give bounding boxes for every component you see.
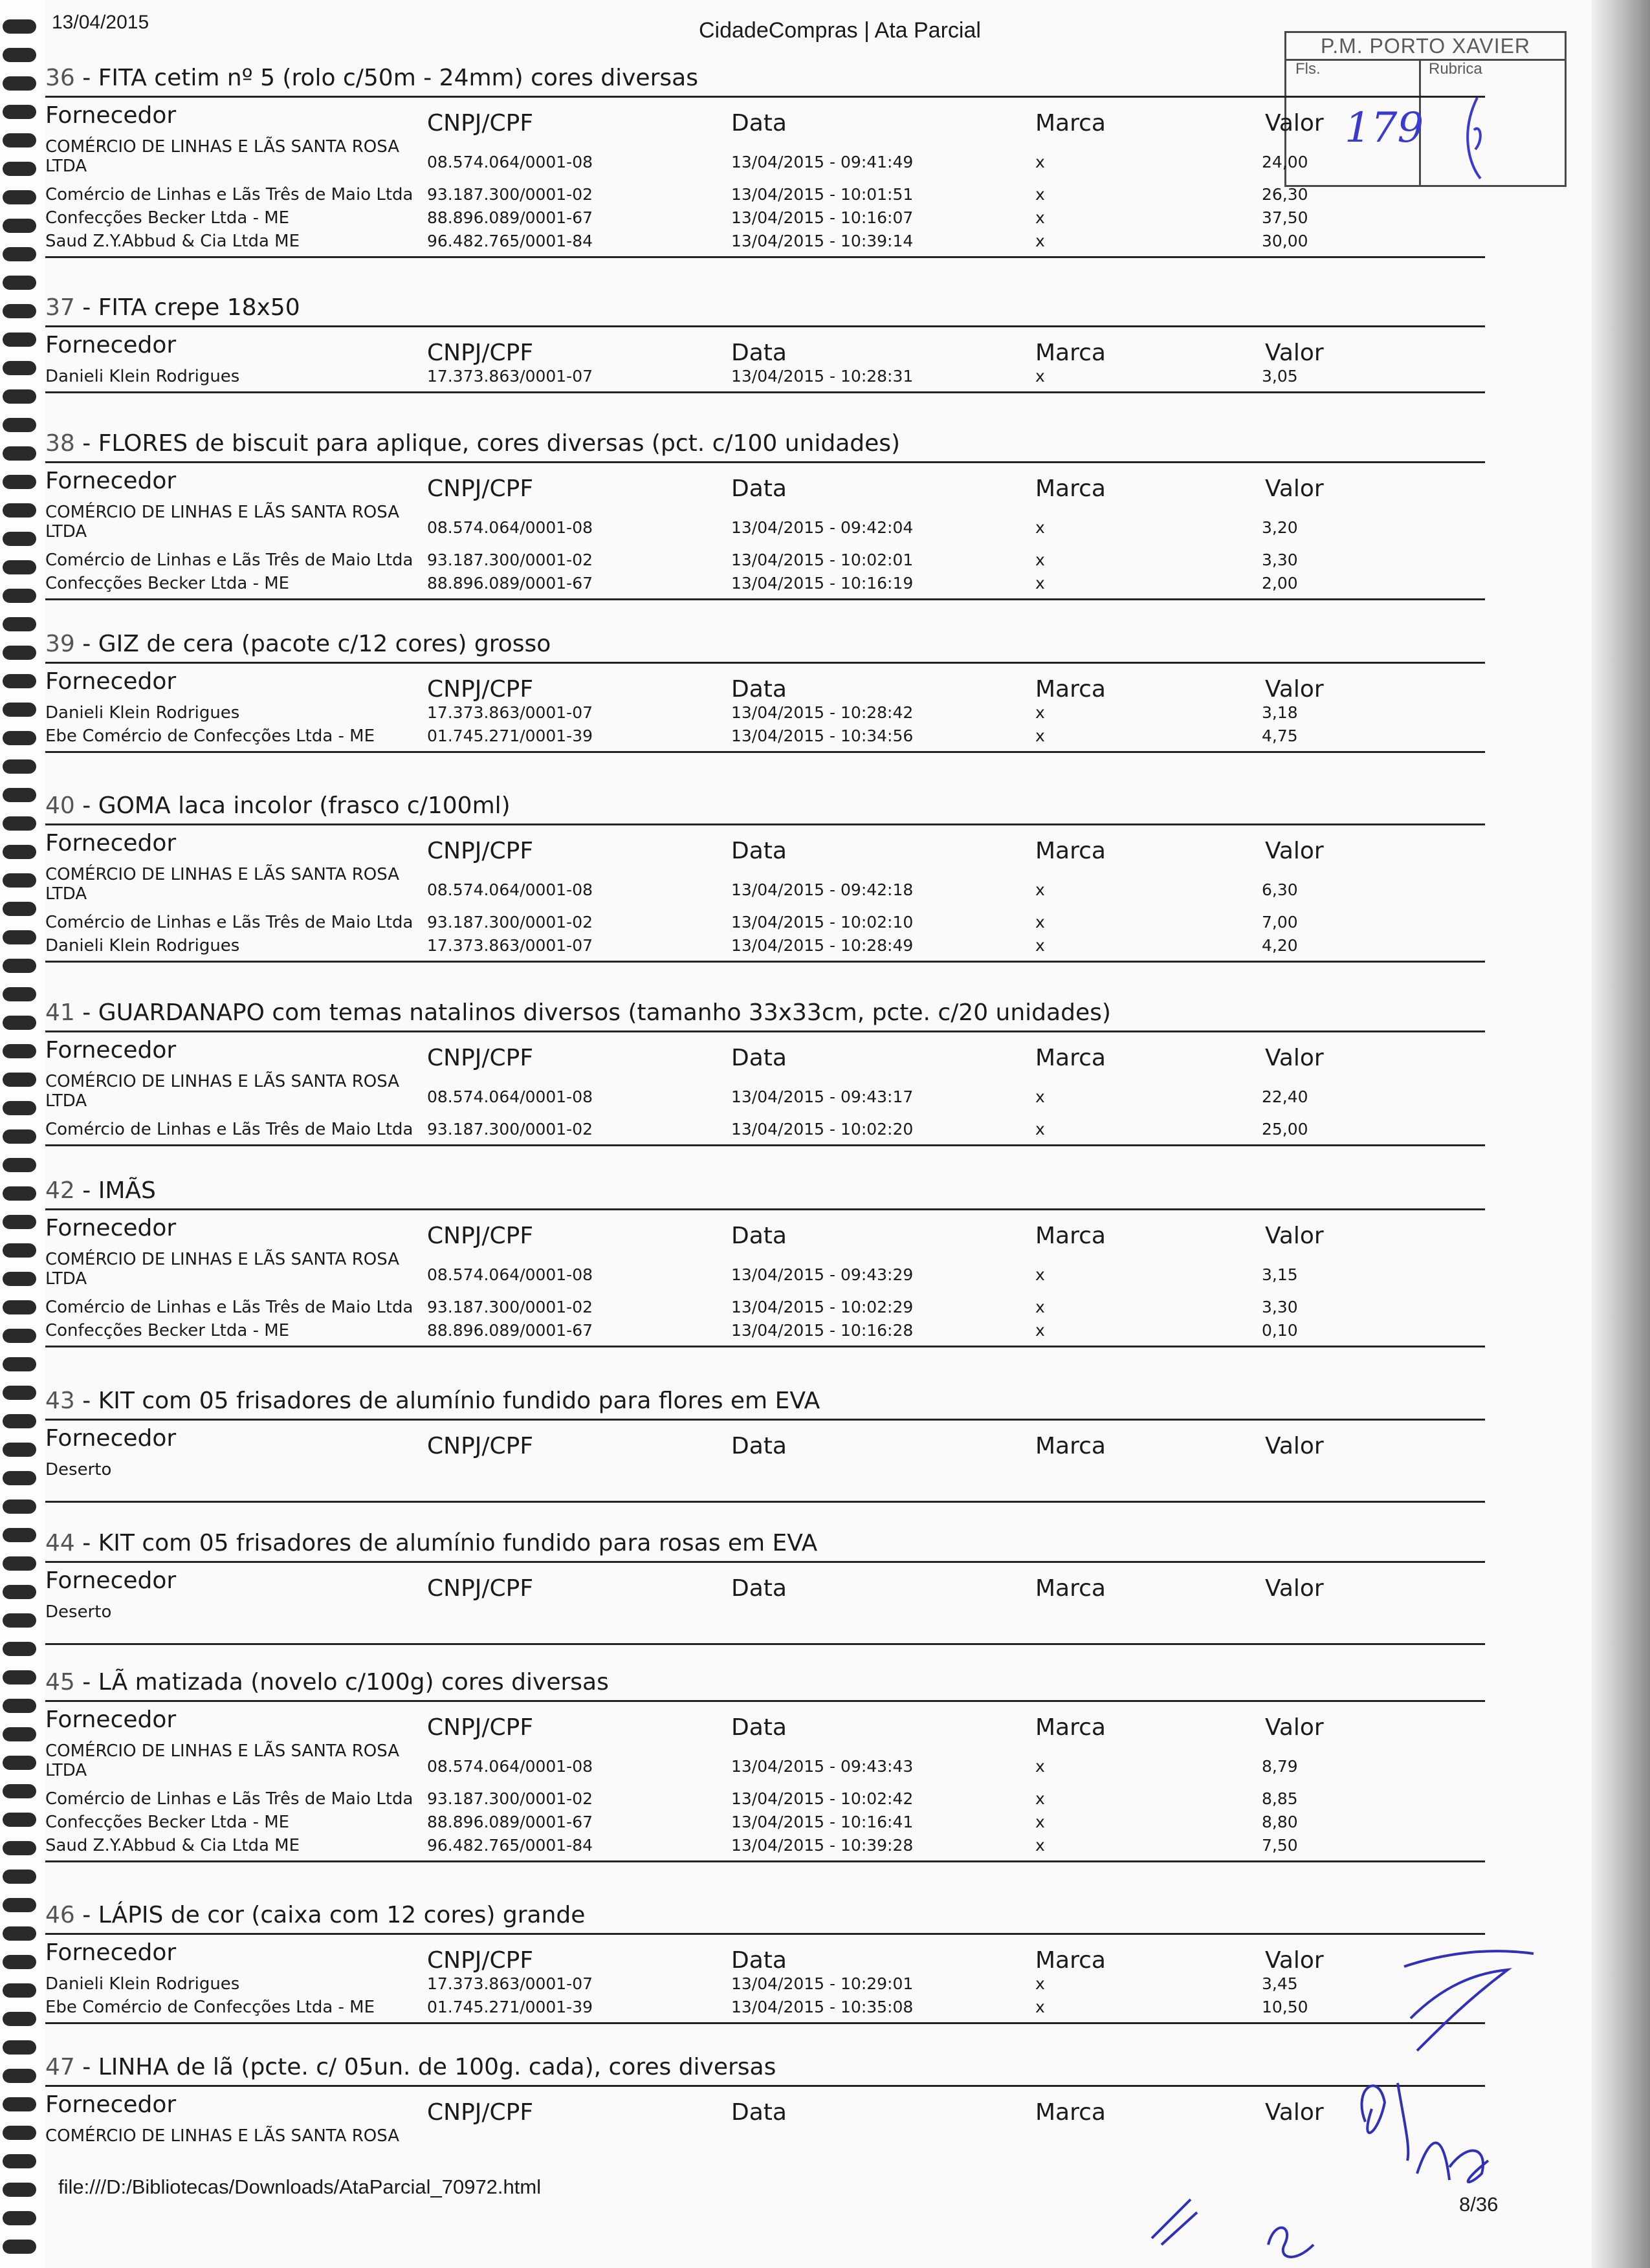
column-header-data: Data: [731, 2099, 787, 2126]
footer-file-path: file:///D:/Bibliotecas/Downloads/AtaParcial_70972.html: [58, 2175, 542, 2198]
row-fornecedor-line2: LTDA: [45, 157, 87, 176]
row-fornecedor: COMÉRCIO DE LINHAS E LÃS SANTA ROSA: [45, 1072, 399, 1091]
row-fornecedor: Comércio de Linhas e Lãs Três de Maio Ltda: [45, 1789, 413, 1809]
row-data: 13/04/2015 - 09:43:17: [731, 1087, 914, 1106]
row-marca: x: [1035, 367, 1045, 386]
row-data: 13/04/2015 - 10:02:42: [731, 1789, 914, 1808]
header-date: 13/04/2015: [52, 12, 149, 33]
item-number: 41: [45, 999, 75, 1026]
row-marca: x: [1035, 208, 1045, 227]
column-header-fornecedor: Fornecedor: [45, 468, 177, 494]
row-marca: x: [1035, 913, 1045, 932]
row-cnpj: 88.896.089/0001-67: [427, 1813, 593, 1831]
column-header-marca: Marca: [1035, 110, 1106, 136]
column-header-fornecedor: Fornecedor: [45, 1425, 177, 1452]
row-cnpj: 17.373.863/0001-07: [427, 1974, 593, 1993]
row-valor: 30,00: [1262, 232, 1308, 250]
row-fornecedor: COMÉRCIO DE LINHAS E LÃS SANTA ROSA: [45, 1741, 399, 1761]
row-data: 13/04/2015 - 10:29:01: [731, 1974, 914, 1993]
column-header-fornecedor: Fornecedor: [45, 332, 177, 358]
row-valor: 7,00: [1262, 913, 1298, 932]
row-valor: 6,30: [1262, 880, 1298, 899]
row-cnpj: 17.373.863/0001-07: [427, 703, 593, 722]
row-fornecedor-line2: LTDA: [45, 884, 87, 904]
row-cnpj: 93.187.300/0001-02: [427, 551, 593, 569]
column-header-marca: Marca: [1035, 475, 1106, 502]
item-name: FLORES de biscuit para aplique, cores diversas (pct. c/100 unidades): [98, 430, 901, 457]
column-header-cnpj: CNPJ/CPF: [427, 1433, 534, 1459]
item-number: 42: [45, 1177, 75, 1204]
row-valor: 8,80: [1262, 1813, 1298, 1831]
column-header-data: Data: [731, 110, 787, 136]
column-header-data: Data: [731, 475, 787, 502]
item-separator: -: [74, 2054, 98, 2080]
item-number: 46: [45, 1902, 75, 1928]
item-separator: -: [74, 1669, 98, 1696]
row-fornecedor: COMÉRCIO DE LINHAS E LÃS SANTA ROSA: [45, 865, 399, 884]
header-title: CidadeCompras | Ata Parcial: [699, 18, 981, 43]
row-cnpj: 08.574.064/0001-08: [427, 153, 593, 171]
row-data: 13/04/2015 - 10:28:49: [731, 936, 914, 955]
row-valor: 3,20: [1262, 518, 1298, 537]
row-fornecedor: COMÉRCIO DE LINHAS E LÃS SANTA ROSA: [45, 2126, 399, 2146]
row-data: 13/04/2015 - 10:39:14: [731, 232, 914, 250]
column-header-marca: Marca: [1035, 676, 1106, 703]
item-number: 36: [45, 65, 75, 91]
row-data: 13/04/2015 - 09:43:43: [731, 1757, 914, 1776]
item-number: 38: [45, 430, 75, 457]
column-header-cnpj: CNPJ/CPF: [427, 1045, 534, 1071]
item-name: GIZ de cera (pacote c/12 cores) grosso: [98, 631, 551, 657]
column-header-data: Data: [731, 1714, 787, 1741]
row-fornecedor-line2: LTDA: [45, 1761, 87, 1780]
column-header-valor: Valor: [1265, 475, 1324, 502]
row-fornecedor: Deserto: [45, 1602, 112, 1622]
row-cnpj: 01.745.271/0001-39: [427, 1998, 593, 2016]
item-name: GUARDANAPO com temas natalinos diversos (tamanho 33x33cm, pcte. c/20 unidades): [98, 999, 1111, 1026]
row-cnpj: 93.187.300/0001-02: [427, 913, 593, 932]
row-cnpj: 08.574.064/0001-08: [427, 1265, 593, 1284]
row-marca: x: [1035, 1087, 1045, 1106]
column-header-marca: Marca: [1035, 340, 1106, 366]
row-data: 13/04/2015 - 10:16:28: [731, 1321, 914, 1340]
column-header-cnpj: CNPJ/CPF: [427, 1947, 534, 1974]
row-data: 13/04/2015 - 09:43:29: [731, 1265, 914, 1284]
column-header-fornecedor: Fornecedor: [45, 1706, 177, 1733]
stamp-fls-label: Fls.: [1295, 60, 1321, 78]
row-data: 13/04/2015 - 10:34:56: [731, 726, 914, 745]
column-header-marca: Marca: [1035, 1714, 1106, 1741]
row-fornecedor: Comércio de Linhas e Lãs Três de Maio Ltda: [45, 1120, 413, 1139]
row-valor: 3,30: [1262, 551, 1298, 569]
row-valor: 7,50: [1262, 1836, 1298, 1855]
row-data: 13/04/2015 - 10:02:29: [731, 1298, 914, 1316]
row-valor: 3,05: [1262, 367, 1298, 386]
row-cnpj: 96.482.765/0001-84: [427, 1836, 593, 1855]
item-separator: -: [74, 430, 98, 457]
item-separator: -: [74, 792, 98, 819]
row-marca: x: [1035, 551, 1045, 569]
footer-page-number: 8/36: [1459, 2193, 1499, 2216]
column-header-cnpj: CNPJ/CPF: [427, 838, 534, 864]
row-cnpj: 88.896.089/0001-67: [427, 1321, 593, 1340]
row-valor: 8,85: [1262, 1789, 1298, 1808]
row-fornecedor: Saud Z.Y.Abbud & Cia Ltda ME: [45, 232, 300, 251]
column-header-valor: Valor: [1265, 340, 1324, 366]
item-number: 43: [45, 1388, 75, 1414]
item-number: 37: [45, 294, 75, 321]
row-marca: x: [1035, 518, 1045, 537]
row-data: 13/04/2015 - 09:41:49: [731, 153, 914, 171]
row-marca: x: [1035, 153, 1045, 171]
row-valor: 25,00: [1262, 1120, 1308, 1139]
row-valor: 2,00: [1262, 574, 1298, 593]
column-header-marca: Marca: [1035, 1223, 1106, 1249]
row-valor: 26,30: [1262, 185, 1308, 204]
column-header-cnpj: CNPJ/CPF: [427, 340, 534, 366]
column-header-fornecedor: Fornecedor: [45, 830, 177, 856]
column-header-data: Data: [731, 1223, 787, 1249]
row-marca: x: [1035, 1813, 1045, 1831]
column-header-cnpj: CNPJ/CPF: [427, 2099, 534, 2126]
row-cnpj: 88.896.089/0001-67: [427, 574, 593, 593]
column-header-data: Data: [731, 1947, 787, 1974]
row-fornecedor: COMÉRCIO DE LINHAS E LÃS SANTA ROSA: [45, 1250, 399, 1269]
row-valor: 3,45: [1262, 1974, 1298, 1993]
row-fornecedor-line2: LTDA: [45, 1091, 87, 1111]
item-separator: -: [74, 1388, 98, 1414]
row-valor: 37,50: [1262, 208, 1308, 227]
column-header-valor: Valor: [1265, 1575, 1324, 1602]
row-marca: x: [1035, 703, 1045, 722]
item-name: LÃ matizada (novelo c/100g) cores diversas: [98, 1669, 609, 1696]
column-header-valor: Valor: [1265, 1223, 1324, 1249]
row-cnpj: 93.187.300/0001-02: [427, 1120, 593, 1139]
item-separator: -: [74, 999, 98, 1026]
item-name: KIT com 05 frisadores de alumínio fundido para rosas em EVA: [98, 1530, 818, 1556]
row-marca: x: [1035, 880, 1045, 899]
row-valor: 10,50: [1262, 1998, 1308, 2016]
item-name: KIT com 05 frisadores de alumínio fundido para flores em EVA: [98, 1388, 820, 1414]
item-separator: -: [74, 294, 98, 321]
row-cnpj: 01.745.271/0001-39: [427, 726, 593, 745]
row-fornecedor: COMÉRCIO DE LINHAS E LÃS SANTA ROSA: [45, 503, 399, 522]
row-valor: 3,18: [1262, 703, 1298, 722]
row-fornecedor: Comércio de Linhas e Lãs Três de Maio Ltda: [45, 1298, 413, 1317]
row-marca: x: [1035, 1321, 1045, 1340]
row-cnpj: 08.574.064/0001-08: [427, 1757, 593, 1776]
column-header-marca: Marca: [1035, 2099, 1106, 2126]
column-header-marca: Marca: [1035, 1947, 1106, 1974]
row-cnpj: 08.574.064/0001-08: [427, 1087, 593, 1106]
item-name: LINHA de lã (pcte. c/ 05un. de 100g. cada), cores diversas: [98, 2054, 776, 2080]
row-fornecedor: Saud Z.Y.Abbud & Cia Ltda ME: [45, 1836, 300, 1855]
column-header-data: Data: [731, 340, 787, 366]
row-data: 13/04/2015 - 10:16:19: [731, 574, 914, 593]
row-marca: x: [1035, 185, 1045, 204]
item-name: GOMA laca incolor (frasco c/100ml): [98, 792, 511, 819]
column-header-fornecedor: Fornecedor: [45, 1939, 177, 1966]
column-header-valor: Valor: [1265, 838, 1324, 864]
stamp-org: P.M. PORTO XAVIER: [1286, 33, 1565, 61]
row-data: 13/04/2015 - 10:02:01: [731, 551, 914, 569]
row-marca: x: [1035, 232, 1045, 250]
row-marca: x: [1035, 574, 1045, 593]
item-name: FITA cetim nº 5 (rolo c/50m - 24mm) cores diversas: [98, 65, 698, 91]
item-name: FITA crepe 18x50: [98, 294, 300, 321]
row-data: 13/04/2015 - 10:35:08: [731, 1998, 914, 2016]
column-header-cnpj: CNPJ/CPF: [427, 1223, 534, 1249]
row-fornecedor: Danieli Klein Rodrigues: [45, 936, 240, 955]
row-fornecedor: Confecções Becker Ltda - ME: [45, 208, 290, 228]
row-fornecedor-line2: LTDA: [45, 522, 87, 541]
row-fornecedor: Comércio de Linhas e Lãs Três de Maio Ltda: [45, 913, 413, 932]
row-cnpj: 93.187.300/0001-02: [427, 1298, 593, 1316]
row-marca: x: [1035, 1120, 1045, 1139]
row-fornecedor: Danieli Klein Rodrigues: [45, 367, 240, 386]
row-fornecedor: Confecções Becker Ltda - ME: [45, 1321, 290, 1340]
row-cnpj: 17.373.863/0001-07: [427, 367, 593, 386]
row-marca: x: [1035, 726, 1045, 745]
item-name: IMÃS: [98, 1177, 156, 1204]
row-fornecedor: Danieli Klein Rodrigues: [45, 1974, 240, 1994]
column-header-cnpj: CNPJ/CPF: [427, 110, 534, 136]
row-marca: x: [1035, 1998, 1045, 2016]
column-header-valor: Valor: [1265, 1045, 1324, 1071]
row-fornecedor: Ebe Comércio de Confecções Ltda - ME: [45, 1998, 375, 2017]
row-marca: x: [1035, 1265, 1045, 1284]
row-data: 13/04/2015 - 10:16:07: [731, 208, 914, 227]
column-header-marca: Marca: [1035, 1575, 1106, 1602]
row-data: 13/04/2015 - 10:39:28: [731, 1836, 914, 1855]
row-cnpj: 08.574.064/0001-08: [427, 880, 593, 899]
column-header-marca: Marca: [1035, 1433, 1106, 1459]
row-valor: 0,10: [1262, 1321, 1298, 1340]
item-number: 47: [45, 2054, 75, 2080]
row-cnpj: 17.373.863/0001-07: [427, 936, 593, 955]
column-header-fornecedor: Fornecedor: [45, 2091, 177, 2118]
row-marca: x: [1035, 1298, 1045, 1316]
row-valor: 3,30: [1262, 1298, 1298, 1316]
row-valor: 4,75: [1262, 726, 1298, 745]
column-header-data: Data: [731, 1575, 787, 1602]
column-header-valor: Valor: [1265, 1714, 1324, 1741]
row-data: 13/04/2015 - 09:42:04: [731, 518, 914, 537]
item-separator: -: [74, 1902, 98, 1928]
row-data: 13/04/2015 - 10:28:42: [731, 703, 914, 722]
item-name: LÁPIS de cor (caixa com 12 cores) grande: [98, 1902, 586, 1928]
column-header-valor: Valor: [1265, 110, 1324, 136]
row-cnpj: 96.482.765/0001-84: [427, 232, 593, 250]
row-marca: x: [1035, 936, 1045, 955]
item-separator: -: [74, 1177, 98, 1204]
row-valor: 3,15: [1262, 1265, 1298, 1284]
row-fornecedor: Comércio de Linhas e Lãs Três de Maio Ltda: [45, 185, 413, 204]
column-header-fornecedor: Fornecedor: [45, 668, 177, 695]
item-separator: -: [74, 1530, 98, 1556]
item-number: 44: [45, 1530, 75, 1556]
stamp-page-number: 179: [1345, 104, 1424, 152]
column-header-fornecedor: Fornecedor: [45, 1037, 177, 1063]
column-header-cnpj: CNPJ/CPF: [427, 475, 534, 502]
column-header-marca: Marca: [1035, 838, 1106, 864]
column-header-valor: Valor: [1265, 2099, 1324, 2126]
row-valor: 8,79: [1262, 1757, 1298, 1776]
row-fornecedor-line2: LTDA: [45, 1269, 87, 1289]
row-cnpj: 93.187.300/0001-02: [427, 1789, 593, 1808]
column-header-valor: Valor: [1265, 1947, 1324, 1974]
row-data: 13/04/2015 - 10:28:31: [731, 367, 914, 386]
row-fornecedor: Danieli Klein Rodrigues: [45, 703, 240, 723]
row-marca: x: [1035, 1836, 1045, 1855]
row-data: 13/04/2015 - 10:02:20: [731, 1120, 914, 1139]
row-fornecedor: Confecções Becker Ltda - ME: [45, 574, 290, 593]
row-data: 13/04/2015 - 10:02:10: [731, 913, 914, 932]
row-valor: 4,20: [1262, 936, 1298, 955]
row-fornecedor: Deserto: [45, 1460, 112, 1479]
column-header-valor: Valor: [1265, 1433, 1324, 1459]
column-header-fornecedor: Fornecedor: [45, 102, 177, 129]
row-cnpj: 08.574.064/0001-08: [427, 518, 593, 537]
row-cnpj: 93.187.300/0001-02: [427, 185, 593, 204]
column-header-data: Data: [731, 676, 787, 703]
item-number: 39: [45, 631, 75, 657]
column-header-cnpj: CNPJ/CPF: [427, 1714, 534, 1741]
column-header-cnpj: CNPJ/CPF: [427, 676, 534, 703]
column-header-fornecedor: Fornecedor: [45, 1567, 177, 1594]
row-valor: 22,40: [1262, 1087, 1308, 1106]
row-fornecedor: COMÉRCIO DE LINHAS E LÃS SANTA ROSA: [45, 137, 399, 157]
item-separator: -: [74, 631, 98, 657]
column-header-fornecedor: Fornecedor: [45, 1215, 177, 1241]
row-marca: x: [1035, 1974, 1045, 1993]
row-fornecedor: Confecções Becker Ltda - ME: [45, 1813, 290, 1832]
column-header-cnpj: CNPJ/CPF: [427, 1575, 534, 1602]
row-marca: x: [1035, 1789, 1045, 1808]
item-separator: -: [74, 65, 98, 91]
column-header-data: Data: [731, 1433, 787, 1459]
column-header-data: Data: [731, 1045, 787, 1071]
row-cnpj: 88.896.089/0001-67: [427, 208, 593, 227]
row-fornecedor: Comércio de Linhas e Lãs Três de Maio Ltda: [45, 551, 413, 570]
row-fornecedor: Ebe Comércio de Confecções Ltda - ME: [45, 726, 375, 746]
row-valor: 24,00: [1262, 153, 1308, 171]
row-data: 13/04/2015 - 09:42:18: [731, 880, 914, 899]
column-header-marca: Marca: [1035, 1045, 1106, 1071]
row-marca: x: [1035, 1757, 1045, 1776]
row-data: 13/04/2015 - 10:16:41: [731, 1813, 914, 1831]
row-data: 13/04/2015 - 10:01:51: [731, 185, 914, 204]
column-header-data: Data: [731, 838, 787, 864]
stamp-rubrica-label: Rubrica: [1429, 60, 1482, 78]
item-number: 40: [45, 792, 75, 819]
column-header-valor: Valor: [1265, 676, 1324, 703]
item-number: 45: [45, 1669, 75, 1696]
